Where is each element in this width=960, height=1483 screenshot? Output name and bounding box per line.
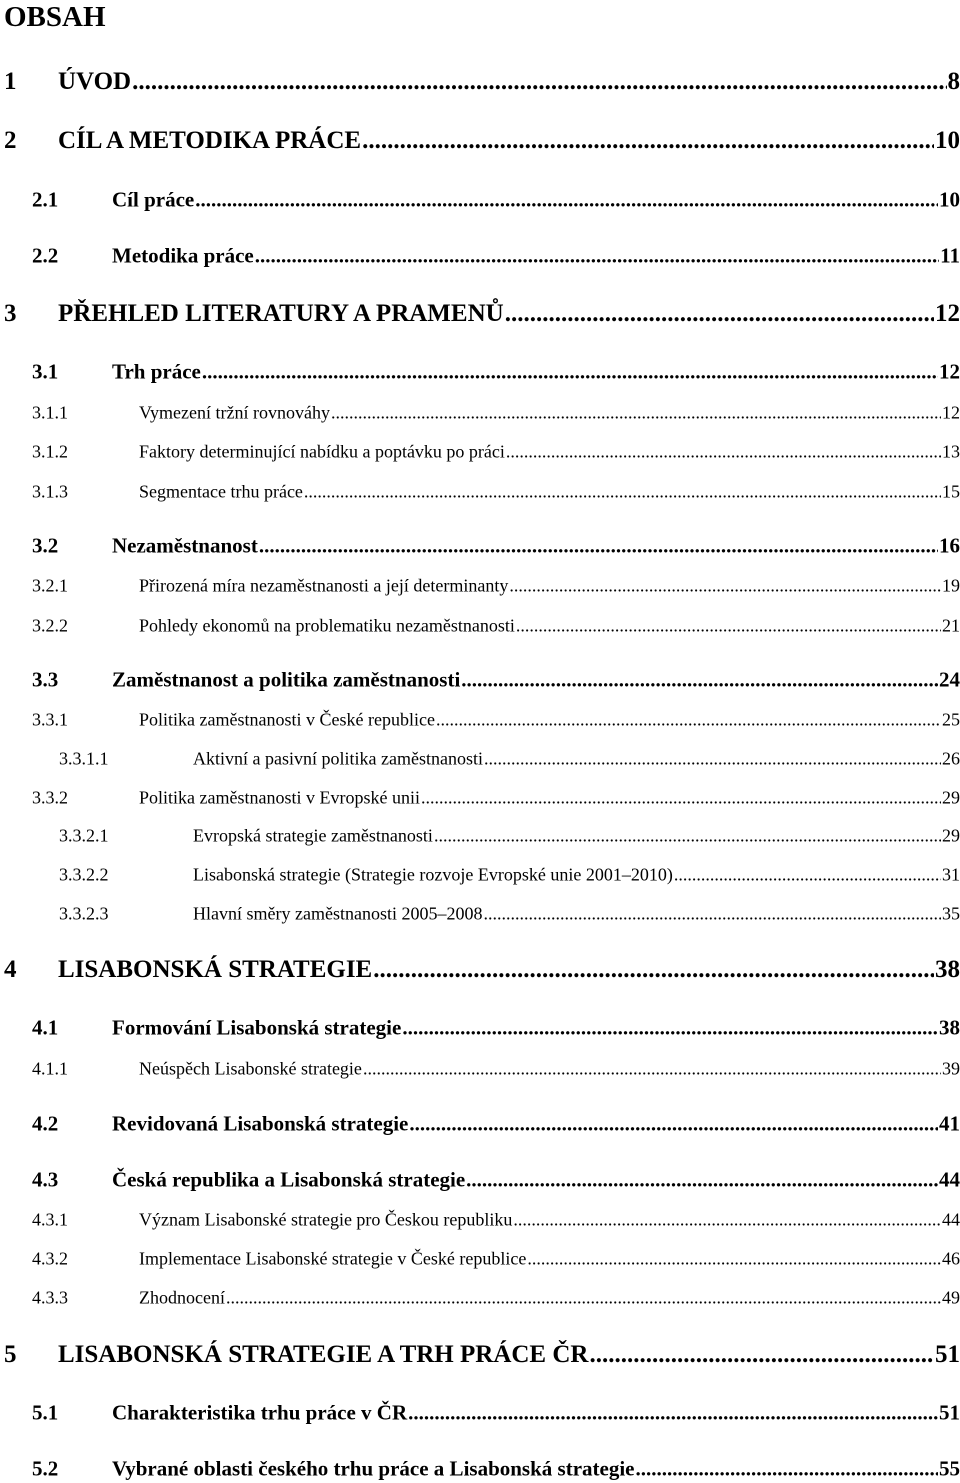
dot-leader [516, 616, 941, 637]
toc-entry-section[interactable] [32, 188, 960, 213]
toc-entry-page: 44 [942, 1209, 960, 1230]
toc-entry-number: 4 [4, 956, 17, 983]
toc-entry-subsection[interactable] [32, 1288, 960, 1309]
toc-entry-title: Zaměstnanost a politika zaměstnanosti [112, 667, 461, 692]
dot-leader [255, 244, 939, 269]
toc-entry-title: Zhodnocení [139, 1287, 225, 1308]
toc-entry-number: 4.1.1 [32, 1058, 68, 1079]
toc-entry-title: Evropská strategie zaměstnanosti [193, 825, 433, 846]
toc-entry-title: Revidovaná Lisabonská strategie [112, 1111, 409, 1136]
dot-leader [304, 482, 941, 503]
toc-entry-title: Pohledy ekonomů na problematiku nezaměstnanosti [139, 615, 515, 636]
toc-entry-page: 38 [935, 956, 960, 983]
dot-leader [421, 788, 941, 809]
toc-entry-section[interactable] [32, 1112, 960, 1137]
toc-entry-page: 10 [939, 187, 960, 212]
dot-leader [509, 576, 941, 597]
toc-entry-title: Trh práce [112, 359, 201, 384]
toc-entry-number: 3.1.3 [32, 481, 68, 502]
toc-entry-subsection[interactable] [32, 710, 960, 731]
dot-leader [195, 188, 938, 213]
toc-entry-number: 4.3.1 [32, 1209, 68, 1230]
toc-entry-title: Charakteristika trhu práce v ČR [112, 1400, 408, 1425]
toc-entry-title: Přirozená míra nezaměstnanosti a její determinanty [139, 575, 509, 596]
toc-entry-title: ÚVOD [58, 68, 132, 95]
toc-entry-number: 4.3.3 [32, 1287, 68, 1308]
toc-entry-number: 2 [4, 127, 17, 154]
toc-entry-page: 19 [942, 575, 960, 596]
toc-entry-title: Lisabonská strategie (Strategie rozvoje Evropské unie 2001–2010) [193, 864, 673, 885]
toc-entry-page: 49 [942, 1287, 960, 1308]
toc-entry-page: 38 [939, 1015, 960, 1040]
toc-entry-title: Nezaměstnanost [112, 533, 258, 558]
toc-entry-number: 3.3.1 [32, 709, 68, 730]
toc-entry-subsubsection[interactable] [59, 826, 960, 847]
dot-leader [331, 403, 941, 424]
toc-entry-number: 3.1 [32, 359, 59, 384]
dot-leader [132, 68, 946, 96]
dot-leader [506, 442, 941, 463]
dot-leader [505, 300, 934, 328]
toc-entry-number: 4.2 [32, 1111, 59, 1136]
toc-entry-subsection[interactable] [32, 403, 960, 424]
toc-entry-number: 3.3.1.1 [59, 748, 109, 769]
page-title: OBSAH [4, 1, 106, 33]
toc-entry-page: 12 [942, 402, 960, 423]
toc-entry-number: 3.3.2.1 [59, 825, 109, 846]
toc-entry-number: 4.3.2 [32, 1248, 68, 1269]
toc-entry-page: 51 [939, 1400, 960, 1425]
toc-entry-title: Politika zaměstnanosti v Evropské unii [139, 787, 420, 808]
toc-entry-page: 13 [942, 441, 960, 462]
toc-entry-page: 24 [939, 667, 960, 692]
toc-entry-page: 46 [942, 1248, 960, 1269]
toc-entry-title: Politika zaměstnanosti v České republice [139, 709, 435, 730]
toc-entry-page: 35 [942, 903, 960, 924]
toc-entry-number: 3.3.2.3 [59, 903, 109, 924]
toc-entry-page: 15 [942, 481, 960, 502]
dot-leader [434, 826, 941, 847]
toc-entry-subsection[interactable] [32, 1059, 960, 1080]
toc-entry-number: 3.3 [32, 667, 59, 692]
toc-entry-number: 3.3.2 [32, 787, 68, 808]
toc-entry-page: 44 [939, 1167, 960, 1192]
toc-entry-number: 3 [4, 300, 17, 327]
toc-entry-page: 16 [939, 533, 960, 558]
toc-entry-section[interactable] [32, 360, 960, 385]
dot-leader [402, 1016, 938, 1041]
toc-entry-title: Metodika práce [112, 243, 254, 268]
toc-entry-number: 5.2 [32, 1456, 59, 1481]
toc-entry-page: 8 [947, 68, 960, 95]
toc-entry-section[interactable] [32, 1168, 960, 1193]
toc-entry-page: 39 [942, 1058, 960, 1079]
toc-entry-subsubsection[interactable] [59, 865, 960, 886]
toc-entry-section[interactable] [32, 1457, 960, 1482]
toc-entry-title: Vymezení tržní rovnováhy [139, 402, 330, 423]
dot-leader [589, 1341, 934, 1369]
toc-entry-title: Hlavní směry zaměstnanosti 2005–2008 [193, 903, 483, 924]
toc-entry-title: Význam Lisabonské strategie pro Českou republiku [139, 1209, 513, 1230]
toc-entry-page: 25 [942, 709, 960, 730]
toc-entry-page: 41 [939, 1111, 960, 1136]
toc-entry-title: Faktory determinující nabídku a poptávku po práci [139, 441, 505, 462]
toc-entry-page: 31 [942, 864, 960, 885]
dot-leader [259, 534, 938, 559]
toc-entry-subsection[interactable] [32, 442, 960, 463]
toc-entry-page: 26 [942, 748, 960, 769]
toc-entry-subsection[interactable] [32, 576, 960, 597]
toc-entry-number: 3.1.1 [32, 402, 68, 423]
toc-entry-title: Aktivní a pasivní politika zaměstnanosti [193, 748, 483, 769]
toc-entry-number: 2.1 [32, 187, 59, 212]
toc-entry-number: 3.3.2.2 [59, 864, 109, 885]
toc-entry-subsection[interactable] [32, 1249, 960, 1270]
toc-entry-title: LISABONSKÁ STRATEGIE [58, 956, 373, 983]
dot-leader [527, 1249, 941, 1270]
toc-entry-page: 10 [935, 127, 960, 154]
toc-entry-number: 4.1 [32, 1015, 59, 1040]
toc-entry-subsection[interactable] [32, 788, 960, 809]
toc-entry-subsubsection[interactable] [59, 749, 960, 770]
dot-leader [408, 1401, 938, 1426]
toc-entry-section[interactable] [32, 1401, 960, 1426]
toc-entry-page: 12 [935, 300, 960, 327]
toc-entry-title: Neúspěch Lisabonské strategie [139, 1058, 362, 1079]
toc-entry-number: 5 [4, 1341, 17, 1368]
dot-leader [636, 1457, 939, 1482]
toc-entry-page: 12 [939, 359, 960, 384]
toc-entry-number: 2.2 [32, 243, 59, 268]
dot-leader [513, 1210, 941, 1231]
dot-leader [362, 127, 934, 155]
dot-leader [674, 865, 941, 886]
toc-entry-page: 11 [940, 243, 960, 268]
toc-entry-title: CÍL A METODIKA PRÁCE [58, 127, 362, 154]
toc-entry-page: 29 [942, 825, 960, 846]
dot-leader [226, 1288, 941, 1309]
toc-entry-section[interactable] [32, 1016, 960, 1041]
toc-entry-number: 3.2 [32, 533, 59, 558]
dot-leader [363, 1059, 941, 1080]
toc-entry-number: 3.1.2 [32, 441, 68, 462]
toc-entry-title: Cíl práce [112, 187, 195, 212]
toc-entry-section[interactable] [32, 534, 960, 559]
dot-leader [466, 1168, 938, 1193]
toc-entry-number: 4.3 [32, 1167, 59, 1192]
toc-entry-subsubsection[interactable] [59, 904, 960, 925]
dot-leader [373, 956, 934, 984]
dot-leader [484, 749, 941, 770]
toc-entry-chapter[interactable] [4, 300, 960, 328]
toc-entry-section[interactable] [32, 668, 960, 693]
dot-leader [436, 710, 941, 731]
toc-entry-title: PŘEHLED LITERATURY A PRAMENŮ [58, 300, 504, 327]
toc-entry-chapter[interactable] [4, 1341, 960, 1369]
dot-leader [461, 668, 938, 693]
toc-entry-subsection[interactable] [32, 616, 960, 637]
toc-entry-title: Vybrané oblasti českého trhu práce a Lisabonská strategie [112, 1456, 635, 1481]
dot-leader [202, 360, 938, 385]
toc-entry-subsection[interactable] [32, 1210, 960, 1231]
toc-entry-page: 51 [935, 1341, 960, 1368]
toc-entry-section[interactable] [32, 244, 960, 269]
toc-entry-title: Implementace Lisabonské strategie v České republice [139, 1248, 527, 1269]
toc-entry-chapter[interactable] [4, 68, 960, 96]
toc-entry-number: 3.2.2 [32, 615, 68, 636]
toc-entry-title: LISABONSKÁ STRATEGIE A TRH PRÁCE ČR [58, 1341, 589, 1368]
toc-entry-page: 55 [939, 1456, 960, 1481]
dot-leader [483, 904, 941, 925]
toc-entry-title: Formování Lisabonská strategie [112, 1015, 402, 1040]
toc-entry-page: 21 [942, 615, 960, 636]
toc-entry-number: 5.1 [32, 1400, 59, 1425]
toc-entry-subsection[interactable] [32, 482, 960, 503]
toc-entry-title: Česká republika a Lisabonská strategie [112, 1167, 466, 1192]
toc-entry-number: 3.2.1 [32, 575, 68, 596]
dot-leader [409, 1112, 938, 1137]
toc-entry-page: 29 [942, 787, 960, 808]
toc-entry-number: 1 [4, 68, 17, 95]
toc-entry-chapter[interactable] [4, 956, 960, 984]
toc-entry-title: Segmentace trhu práce [139, 481, 303, 502]
toc-entry-chapter[interactable] [4, 127, 960, 155]
